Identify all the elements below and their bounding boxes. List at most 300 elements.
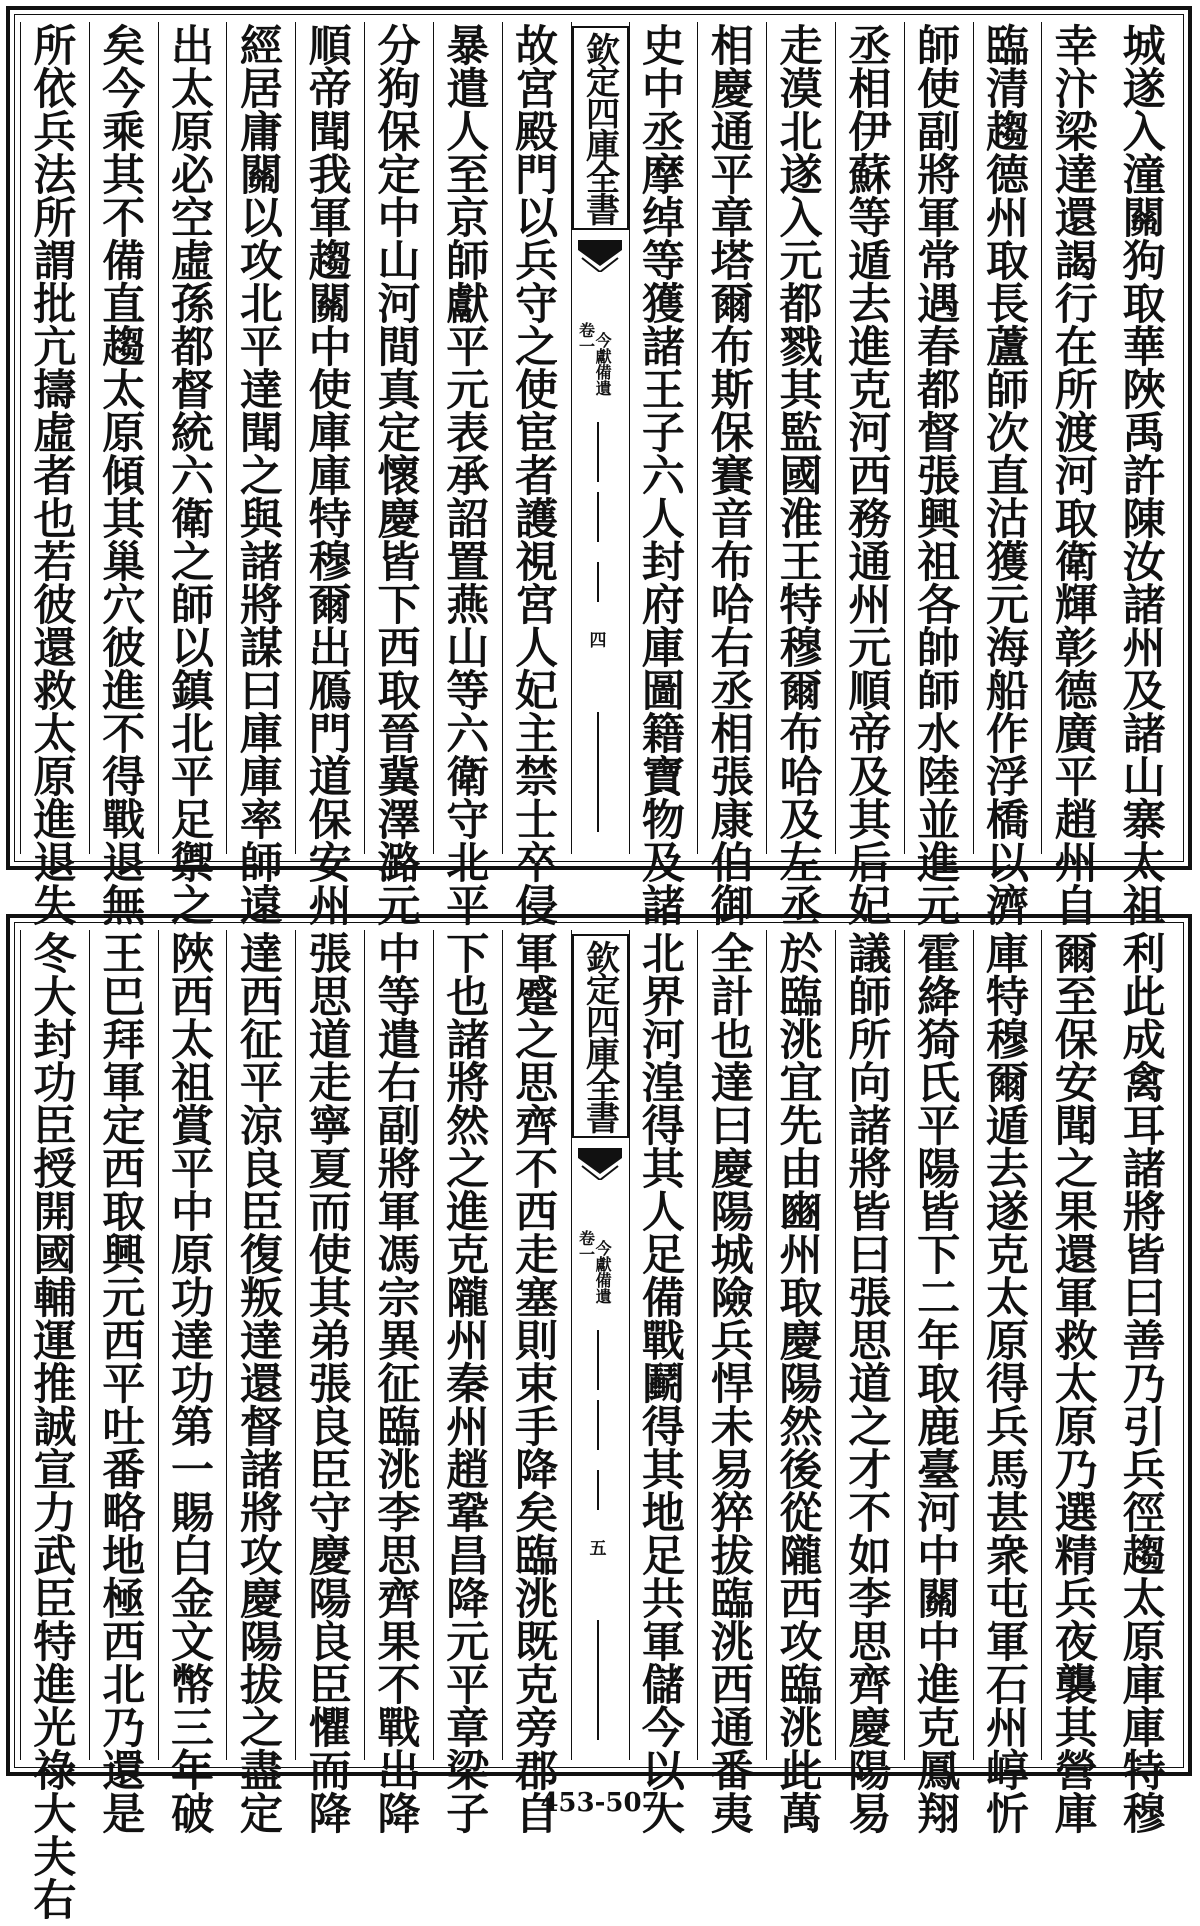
character: 潞 [377, 839, 421, 889]
character: 原 [1122, 1618, 1166, 1668]
character: 妃 [515, 667, 559, 717]
character: 元 [779, 237, 823, 287]
character: 夏 [308, 1145, 352, 1195]
character: 元 [985, 581, 1029, 631]
page-panel-top [6, 6, 1192, 932]
character: 臺 [917, 1446, 961, 1496]
character: 臣 [308, 1661, 352, 1711]
character: 平 [239, 323, 283, 373]
character: 此 [1122, 973, 1166, 1023]
character: 涼 [239, 1102, 283, 1152]
character: 順 [308, 22, 352, 72]
character: 右 [33, 1876, 77, 1926]
character: 哈 [779, 753, 823, 803]
character: 平 [1054, 753, 1098, 803]
character: 中 [171, 1188, 215, 1238]
character: 中 [641, 65, 685, 115]
fishtail-mark-icon [578, 240, 622, 272]
character: 善 [1122, 1317, 1166, 1367]
character: 太 [1122, 839, 1166, 889]
character: 救 [1054, 1317, 1098, 1367]
character: 特 [985, 973, 1029, 1023]
character: 徑 [1122, 1489, 1166, 1539]
character: 洮 [377, 1446, 421, 1496]
character: 議 [848, 930, 892, 980]
character: 吐 [102, 1403, 146, 1453]
character: 都 [917, 366, 961, 416]
character: 關 [308, 280, 352, 330]
character: 去 [985, 1145, 1029, 1195]
character: 定 [239, 1790, 283, 1840]
character: 陸 [917, 753, 961, 803]
character: 功 [33, 1059, 77, 1109]
character: 府 [641, 581, 685, 631]
character: 鬬 [641, 1360, 685, 1410]
character: 平 [446, 323, 490, 373]
character: 克 [848, 366, 892, 416]
character: 思 [377, 1532, 421, 1582]
character: 六 [446, 710, 490, 760]
center-gutter [571, 930, 629, 1760]
character: 霍 [917, 930, 961, 980]
character: 然 [446, 1102, 490, 1152]
character: 不 [515, 1145, 559, 1195]
character: 率 [239, 796, 283, 846]
character: 章 [446, 1704, 490, 1754]
character: 中 [308, 323, 352, 373]
character: 若 [33, 538, 77, 588]
character: 寨 [1122, 796, 1166, 846]
character: 宮 [515, 581, 559, 631]
character: 平 [171, 1145, 215, 1195]
character: 都 [171, 323, 215, 373]
character: 戰 [641, 1317, 685, 1367]
character: 諸 [641, 882, 685, 932]
character: 人 [641, 1188, 685, 1238]
character: 異 [377, 1317, 421, 1367]
character: 州 [446, 1317, 490, 1367]
character: 寧 [308, 1102, 352, 1152]
character: 庸 [239, 108, 283, 158]
gutter-rule [597, 562, 599, 602]
gutter-rule [597, 1330, 599, 1390]
header-title: 欽定四庫全書 [572, 26, 629, 230]
character: 章 [710, 194, 754, 244]
character: 將 [446, 1059, 490, 1109]
character: 也 [446, 973, 490, 1023]
character: 督 [239, 1403, 283, 1453]
character: 者 [515, 452, 559, 502]
character: 安 [1054, 1059, 1098, 1109]
character: 鳳 [917, 1747, 961, 1797]
character: 康 [710, 796, 754, 846]
character: 殿 [515, 108, 559, 158]
character: 諸 [239, 538, 283, 588]
character: 全 [710, 930, 754, 980]
character: 達 [239, 930, 283, 980]
character: 足 [641, 1532, 685, 1582]
character: 去 [848, 280, 892, 330]
character: 張 [308, 930, 352, 980]
character: 臨 [779, 1661, 823, 1711]
character: 也 [710, 1016, 754, 1066]
character: 乃 [1122, 1360, 1166, 1410]
book-name: 今獻備遺 [593, 332, 613, 396]
text-column [158, 22, 227, 932]
character: 得 [985, 1360, 1029, 1410]
character: 得 [641, 1403, 685, 1453]
character: 克 [515, 1661, 559, 1711]
character: 出 [171, 22, 215, 72]
character: 師 [239, 839, 283, 889]
character: 輝 [1054, 581, 1098, 631]
character: 許 [1122, 452, 1166, 502]
character: 北 [102, 1661, 146, 1711]
character: 批 [33, 280, 77, 330]
character: 陽 [917, 1145, 961, 1195]
character: 取 [985, 237, 1029, 287]
character: 降 [308, 1790, 352, 1840]
character: 庫 [239, 710, 283, 760]
character: 大 [33, 1790, 77, 1840]
character: 潼 [1122, 151, 1166, 201]
character: 出 [377, 1747, 421, 1797]
character: 趨 [1122, 1532, 1166, 1582]
character: 進 [917, 839, 961, 889]
character: 巴 [102, 973, 146, 1023]
character: 丞 [848, 22, 892, 72]
character: 之 [171, 538, 215, 588]
character: 西 [710, 1661, 754, 1711]
character: 守 [446, 796, 490, 846]
character: 史 [641, 22, 685, 72]
character: 不 [102, 194, 146, 244]
character: 蘆 [985, 323, 1029, 373]
character: 太 [171, 65, 215, 115]
character: 宜 [779, 1059, 823, 1109]
character: 中 [917, 1532, 961, 1582]
character: 師 [917, 667, 961, 717]
character: 關 [1122, 194, 1166, 244]
character: 彼 [102, 624, 146, 674]
character: 下 [917, 1231, 961, 1281]
character: 弟 [308, 1317, 352, 1367]
character: 拔 [239, 1661, 283, 1711]
character: 保 [377, 108, 421, 158]
character: 水 [917, 710, 961, 760]
character: 北 [446, 839, 490, 889]
character: 塞 [515, 1274, 559, 1324]
character: 德 [1054, 667, 1098, 717]
character: 矣 [515, 1489, 559, 1539]
character: 拔 [710, 1532, 754, 1582]
character: 通 [848, 538, 892, 588]
character: 穆 [308, 538, 352, 588]
character: 臨 [377, 1403, 421, 1453]
character: 門 [515, 151, 559, 201]
text-column [973, 22, 1042, 932]
character: 太 [33, 710, 77, 760]
character: 盡 [239, 1747, 283, 1797]
character: 蹙 [515, 973, 559, 1023]
character: 思 [848, 1618, 892, 1668]
character: 陽 [308, 1575, 352, 1625]
text-column [226, 930, 295, 1840]
character: 分 [377, 22, 421, 72]
character: 絳 [917, 973, 961, 1023]
character: 元 [377, 882, 421, 932]
character: 庫 [239, 753, 283, 803]
character: 鞏 [446, 1489, 490, 1539]
character: 慶 [710, 1145, 754, 1195]
text-column [502, 22, 571, 932]
character: 左 [779, 839, 823, 889]
character: 如 [848, 1532, 892, 1582]
character: 西 [102, 1145, 146, 1195]
character: 布 [710, 538, 754, 588]
character: 關 [239, 151, 283, 201]
character: 以 [239, 194, 283, 244]
character: 丞 [710, 667, 754, 717]
character: 諸 [1122, 1145, 1166, 1195]
character: 西 [171, 973, 215, 1023]
character: 開 [33, 1188, 77, 1238]
character: 良 [308, 1618, 352, 1668]
character: 取 [917, 1360, 961, 1410]
character: 張 [848, 1274, 892, 1324]
character: 州 [1054, 839, 1098, 889]
character: 元 [848, 624, 892, 674]
character: 法 [33, 151, 77, 201]
character: 城 [1122, 22, 1166, 72]
character: 太 [171, 1016, 215, 1066]
character: 悍 [710, 1360, 754, 1410]
character: 真 [377, 366, 421, 416]
character: 極 [102, 1575, 146, 1625]
character: 臨 [779, 973, 823, 1023]
character: 師 [985, 366, 1029, 416]
character: 太 [102, 366, 146, 416]
character: 丞 [779, 882, 823, 932]
character: 其 [102, 495, 146, 545]
character: 諸 [641, 323, 685, 373]
text-column [433, 930, 502, 1840]
character: 河 [641, 1016, 685, 1066]
character: 進 [848, 323, 892, 373]
character: 獲 [985, 538, 1029, 588]
character: 三 [171, 1704, 215, 1754]
character: 爾 [710, 280, 754, 330]
character: 州 [985, 1704, 1029, 1754]
character: 原 [102, 409, 146, 459]
character: 平 [917, 1102, 961, 1152]
character: 春 [917, 323, 961, 373]
character: 其 [848, 796, 892, 846]
character: 從 [779, 1489, 823, 1539]
character: 下 [377, 581, 421, 631]
character: 克 [446, 1231, 490, 1281]
character: 巢 [102, 538, 146, 588]
character: 以 [171, 624, 215, 674]
text-column [295, 22, 364, 932]
character: 關 [917, 1575, 961, 1625]
character: 不 [377, 1661, 421, 1711]
character: 思 [515, 1059, 559, 1109]
character: 猝 [710, 1489, 754, 1539]
character: 兵 [1054, 1575, 1098, 1625]
character: 將 [239, 581, 283, 631]
character: 將 [239, 1489, 283, 1539]
character: 復 [239, 1231, 283, 1281]
character: 摩 [641, 151, 685, 201]
character: 自 [515, 1790, 559, 1840]
text-column [295, 930, 364, 1840]
character: 張 [710, 753, 754, 803]
text-column [697, 930, 766, 1840]
character: 音 [710, 495, 754, 545]
character: 秦 [446, 1360, 490, 1410]
character: 士 [515, 796, 559, 846]
character: 果 [377, 1618, 421, 1668]
character: 必 [171, 151, 215, 201]
character: 諸 [239, 1446, 283, 1496]
character: 入 [1122, 108, 1166, 158]
gutter-rule [597, 1400, 599, 1450]
character: 各 [917, 581, 961, 631]
character: 道 [848, 1360, 892, 1410]
character: 洮 [779, 1704, 823, 1754]
character: 功 [171, 1360, 215, 1410]
character: 隴 [446, 1274, 490, 1324]
character: 西 [377, 624, 421, 674]
character: 物 [641, 796, 685, 846]
character: 其 [1054, 1704, 1098, 1754]
character: 庫 [1054, 1790, 1098, 1840]
character: 授 [33, 1145, 77, 1195]
character: 遣 [377, 1016, 421, 1066]
character: 精 [1054, 1532, 1098, 1582]
character: 祖 [917, 538, 961, 588]
character: 退 [33, 839, 77, 889]
character: 思 [848, 1317, 892, 1367]
character: 爾 [779, 667, 823, 717]
character: 番 [102, 1446, 146, 1496]
character: 師 [446, 237, 490, 287]
character: 至 [446, 151, 490, 201]
character: 祿 [33, 1747, 77, 1797]
character: 元 [917, 882, 961, 932]
character: 皆 [917, 1188, 961, 1238]
character: 所 [33, 194, 77, 244]
character: 進 [33, 796, 77, 846]
character: 王 [641, 366, 685, 416]
character: 特 [1122, 1747, 1166, 1797]
character: 庫 [641, 624, 685, 674]
character: 帥 [917, 624, 961, 674]
character: 運 [33, 1317, 77, 1367]
character: 州 [848, 581, 892, 631]
character: 西 [239, 973, 283, 1023]
character: 及 [848, 753, 892, 803]
character: 廣 [1054, 710, 1098, 760]
character: 六 [641, 452, 685, 502]
character: 使 [917, 65, 961, 115]
character: 進 [917, 1661, 961, 1711]
character: 渡 [1054, 409, 1098, 459]
text-column [20, 930, 89, 1926]
character: 未 [710, 1403, 754, 1453]
character: 之 [239, 452, 283, 502]
character: 今 [641, 1704, 685, 1754]
character: 選 [1054, 1489, 1098, 1539]
header-title: 欽定四庫全書 [572, 934, 629, 1138]
character: 次 [985, 409, 1029, 459]
text-column [904, 22, 973, 932]
character: 通 [710, 108, 754, 158]
character: 太 [1122, 1575, 1166, 1625]
character: 翔 [917, 1790, 961, 1840]
character: 進 [33, 1661, 77, 1711]
character: 保 [1054, 1016, 1098, 1066]
character: 師 [917, 22, 961, 72]
character: 光 [33, 1704, 77, 1754]
character: 備 [102, 237, 146, 287]
character: 臣 [308, 1446, 352, 1496]
character: 至 [1054, 973, 1098, 1023]
character: 庫 [1122, 1661, 1166, 1711]
character: 遣 [446, 65, 490, 115]
character: 退 [102, 839, 146, 889]
character: 武 [33, 1532, 77, 1582]
character: 還 [239, 1360, 283, 1410]
center-gutter [571, 22, 629, 854]
character: 華 [1122, 323, 1166, 373]
character: 力 [33, 1489, 77, 1539]
character: 取 [1054, 495, 1098, 545]
character: 德 [985, 151, 1029, 201]
character: 聞 [308, 108, 352, 158]
character: 之 [1054, 1145, 1098, 1195]
character: 懼 [308, 1704, 352, 1754]
character: 年 [171, 1747, 215, 1797]
character: 直 [102, 280, 146, 330]
character: 其 [779, 366, 823, 416]
character: 易 [710, 1446, 754, 1496]
character: 塔 [710, 237, 754, 287]
gutter-rule [597, 422, 599, 482]
character: 務 [848, 495, 892, 545]
character: 張 [917, 452, 961, 502]
character: 曰 [239, 667, 283, 717]
character: 先 [779, 1102, 823, 1152]
book-name: 今獻備遺 [593, 1240, 613, 1304]
character: 人 [446, 108, 490, 158]
text-column [89, 22, 158, 932]
text-column [1110, 22, 1178, 932]
character: 大 [33, 973, 77, 1023]
character: 祖 [171, 1059, 215, 1109]
character: 還 [102, 1747, 146, 1797]
character: 達 [171, 1317, 215, 1367]
character: 守 [515, 280, 559, 330]
character: 界 [641, 973, 685, 1023]
character: 太 [1054, 1360, 1098, 1410]
character: 人 [515, 624, 559, 674]
text-column [629, 22, 698, 932]
character: 定 [102, 1102, 146, 1152]
character: 謁 [1054, 237, 1098, 287]
character: 險 [710, 1274, 754, 1324]
